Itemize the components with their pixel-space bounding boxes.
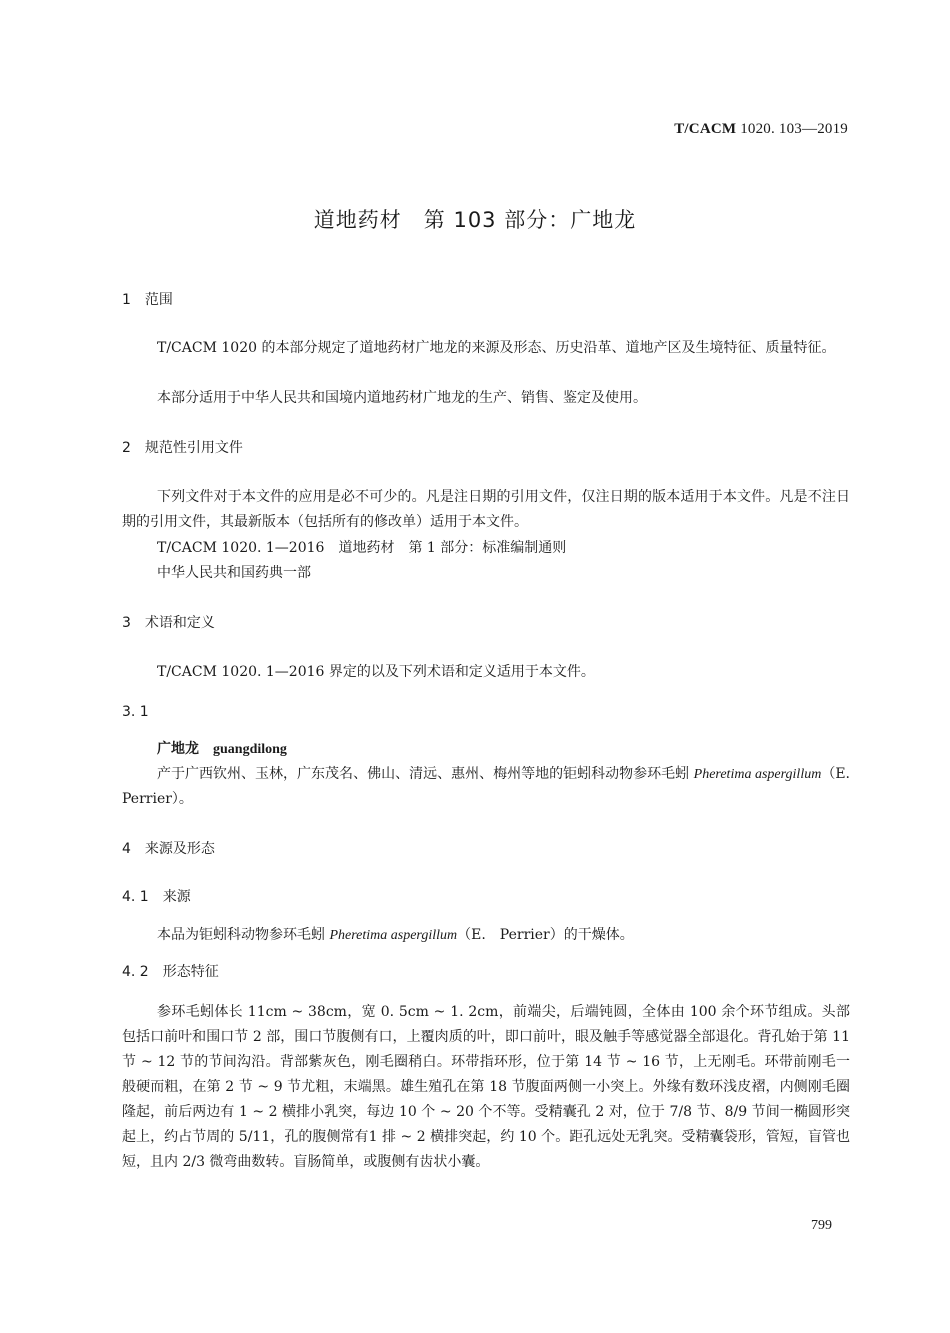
standard-code bbox=[674, 121, 848, 138]
standard-prefix: T/CACM bbox=[674, 121, 737, 137]
section-3-heading: 3 术语和定义 bbox=[122, 615, 215, 631]
document-title: 道地药材 第 103 部分：广地龙 bbox=[313, 208, 637, 232]
section-2-paragraph-1: 下列文件对于本文件的应用是必不可少的。凡是注日期的引用文件，仅注日期的版本适用于本文件。凡是不注日期的引用文件，其最新版本（包括所有的修改单）适用于本文件。 bbox=[122, 489, 850, 530]
section-4-1-heading: 4. 1 来源 bbox=[122, 889, 191, 905]
term-definition bbox=[122, 762, 865, 812]
section-4-2-heading: 4. 2 形态特征 bbox=[122, 964, 219, 980]
source-latin-name: Pheretima aspergillum bbox=[329, 928, 458, 943]
section-4-heading: 4 来源及形态 bbox=[122, 841, 215, 857]
source-text-2: （E. Perrier）的干燥体。 bbox=[457, 927, 634, 943]
page-number: 799 bbox=[811, 1218, 832, 1233]
definition-latin-name: Pheretima aspergillum bbox=[693, 767, 822, 782]
section-1-heading: 1 范围 bbox=[122, 292, 173, 308]
term-line bbox=[157, 739, 287, 760]
section-1-paragraph-1: T/CACM 1020 的本部分规定了道地药材广地龙的来源及形态、历史沿革、道地产区及生境特征、质量特征。 bbox=[157, 340, 836, 356]
definition-text-2: （E. Perrier）。 bbox=[122, 766, 865, 807]
reference-2: 中华人民共和国药典一部 bbox=[157, 565, 311, 581]
term-chinese: 广地龙 bbox=[157, 741, 199, 757]
section-4-2-paragraph: 参环毛蚓体长 11cm ~ 38cm，宽 0. 5cm ~ 1. 2cm，前端尖，后端钝圆，全体由 100 余个环节组成。头部包括口前叶和围口节 2 部，围口节腹侧有口，上覆肉质的叶，即口前叶，眼及触手等感觉器全部退化。背孔始于第 11 节 ~ 12 节的节间沟沿。背部紫灰色，刚毛圈稍白。环带指环形，位于第 14 节 ~ 16 节，上无刚毛。环带前刚毛一般硬而粗，在第 2 节 ~ 9 节尤粗，末端黑。雄生殖孔在第 18 节腹面两侧一小突上。外缘有数环浅皮褶，内侧刚毛圈隆起，前后两边有 1 ~ 2 横排小乳突，每边 10 个 ~ 20 个不等。受精囊孔 2 对，位于 7/8 节、8/9 节间一椭圆形突起上，约占节周的 5/11，孔的腹侧常有1 排 ~ 2 横排突起，约 10 个。距孔远处无乳突。受精囊袋形，管短，盲管也短，且内 2/3 微弯曲数转。盲肠简单，或腹侧有齿状小囊。 bbox=[122, 1004, 850, 1170]
section-3-1-heading: 3. 1 bbox=[122, 704, 149, 720]
reference-1: T/CACM 1020. 1—2016 道地药材 第 1 部分：标准编制通则 bbox=[157, 540, 567, 556]
section-2-heading: 2 规范性引用文件 bbox=[122, 440, 243, 456]
section-3-paragraph-1: T/CACM 1020. 1—2016 界定的以及下列术语和定义适用于本文件。 bbox=[157, 664, 595, 680]
definition-text-1: 产于广西钦州、玉林，广东茂名、佛山、清远、惠州、梅州等地的钜蚓科动物参环毛蚓 bbox=[157, 766, 694, 782]
term-english: guangdilong bbox=[213, 742, 287, 757]
section-4-1-paragraph bbox=[157, 925, 634, 946]
source-text-1: 本品为钜蚓科动物参环毛蚓 bbox=[157, 927, 330, 943]
standard-number: 1020. 103—2019 bbox=[736, 121, 848, 137]
section-1-paragraph-2: 本部分适用于中华人民共和国境内道地药材广地龙的生产、销售、鉴定及使用。 bbox=[157, 390, 647, 406]
